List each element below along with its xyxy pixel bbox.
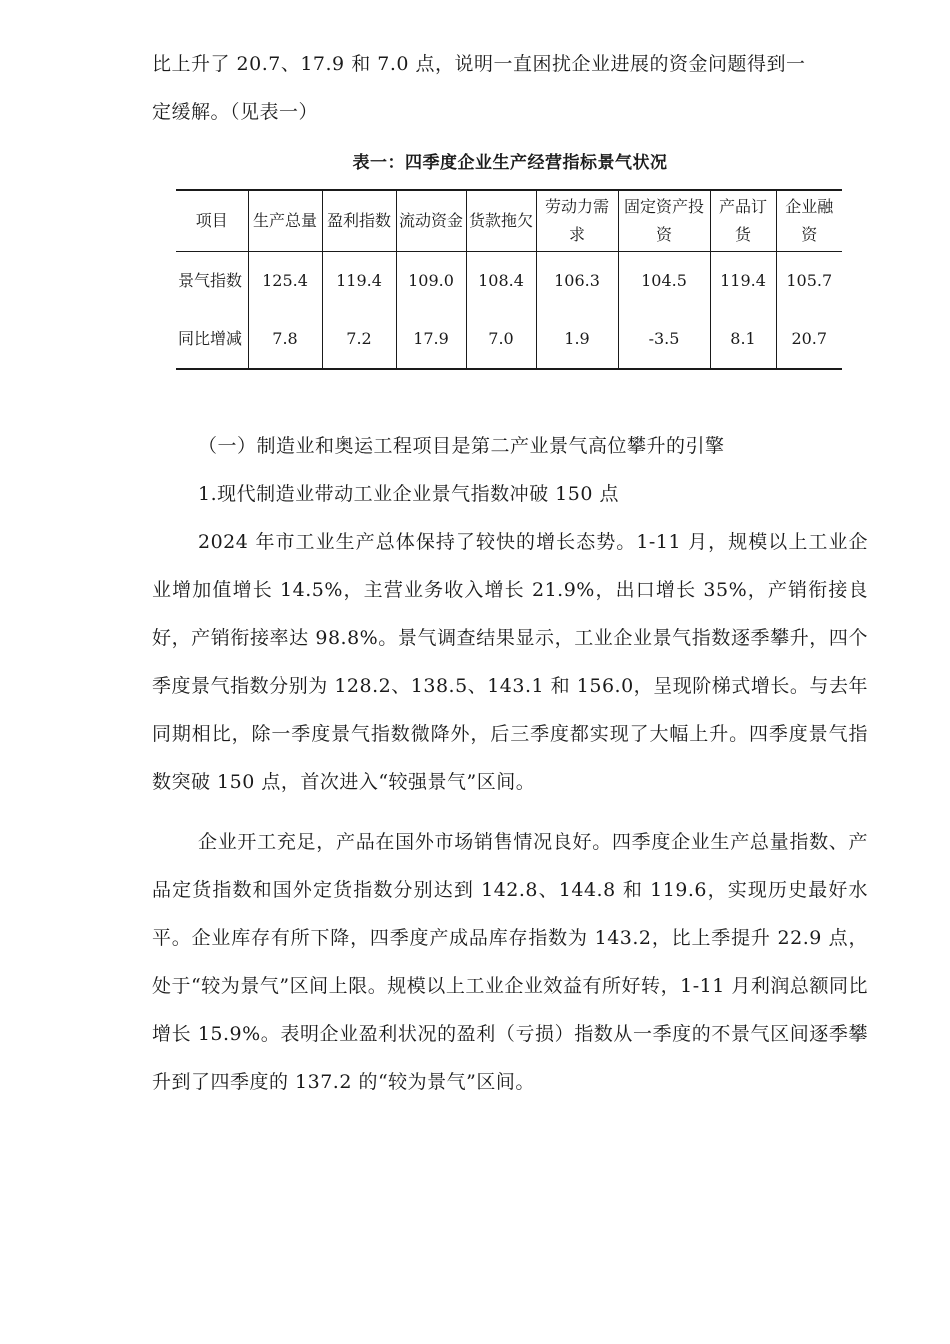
body-paragraph-2: 企业开工充足，产品在国外市场销售情况良好。四季度企业生产总量指数、产品定货指数和国外定货指数分别达到 142.8、144.8 和 119.6，实现历史最好水平。企业库存有所下降，四季度产成品库存指数为 143.2，比上季提升 22.9 点，处于“较为景气”区间上限。规模以上工业企业效益有所好转，1-11 月利润总额同比增长 15.9%。表明企业盈利状况的盈利（亏损）指数从一季度的不景气区间逐季攀升到了四季度的 137.2 的“较为景气”区间。 bbox=[152, 831, 868, 1093]
table-cell: 119.4 bbox=[322, 252, 396, 311]
paragraph-gap bbox=[152, 806, 868, 818]
spacer bbox=[152, 370, 868, 422]
column-header: 生产总量 bbox=[248, 190, 322, 252]
body-paragraph-1: 2024 年市工业生产总体保持了较快的增长态势。1-11 月，规模以上工业企业增加值增长 14.5%，主营业务收入增长 21.9%，出口增长 35%，产销衔接良好，产销衔接率达 98.8%。景气调查结果显示，工业企业景气指数逐季攀升，四个季度景气指数分别为 128.2、138.5、143.1 和 156.0，呈现阶梯式增长。与去年同期相比，除一季度景气指数微降外，后三季度都实现了大幅上升。四季度景气指数突破 150 点，首次进入“较强景气”区间。 bbox=[152, 531, 868, 793]
table-cell: 109.0 bbox=[396, 252, 466, 311]
column-header: 货款拖欠 bbox=[466, 190, 536, 252]
intro-line-1: 比上升了 20.7、17.9 和 7.0 点，说明一直困扰企业进展的资金问题得到一 bbox=[152, 53, 806, 75]
table-cell: -3.5 bbox=[618, 310, 710, 369]
table-cell: 104.5 bbox=[618, 252, 710, 311]
table-cell: 125.4 bbox=[248, 252, 322, 311]
document-page bbox=[152, 40, 868, 1106]
table-cell: 20.7 bbox=[791, 329, 828, 348]
table-header-row bbox=[176, 190, 842, 252]
table-header-label: 项目 bbox=[176, 190, 248, 252]
column-header: 固定资产投资 bbox=[618, 190, 710, 252]
column-header: 流动资金 bbox=[396, 190, 466, 252]
table-cell: 7.0 bbox=[466, 310, 536, 369]
row-label: 景气指数 bbox=[176, 252, 248, 311]
intro-paragraph bbox=[152, 40, 868, 136]
table-cell: 8.1 bbox=[710, 310, 776, 369]
table-cell: 17.9 bbox=[396, 310, 466, 369]
column-header: 盈利指数 bbox=[322, 190, 396, 252]
column-header: 企业融资 bbox=[776, 190, 842, 252]
indicator-table bbox=[176, 189, 842, 370]
table-row bbox=[176, 252, 842, 311]
table-cell: 106.3 bbox=[536, 252, 618, 311]
table-cell: 7.2 bbox=[322, 310, 396, 369]
table-cell: 7.8 bbox=[248, 310, 322, 369]
section-heading: （一）制造业和奥运工程项目是第二产业景气高位攀升的引擎 bbox=[198, 435, 725, 457]
intro-line-2: 定缓解。（见表一） bbox=[152, 101, 319, 123]
table-cell: 1.9 bbox=[536, 310, 618, 369]
table-cell: 108.4 bbox=[466, 252, 536, 311]
table-title: 表一：四季度企业生产经营指标景气状况 bbox=[352, 153, 668, 173]
table-row bbox=[176, 310, 842, 369]
column-header: 产品订货 bbox=[710, 190, 776, 252]
table-cell: 119.4 bbox=[710, 252, 776, 311]
subheading: 1.现代制造业带动工业企业景气指数冲破 150 点 bbox=[198, 483, 619, 505]
table-cell: 105.7 bbox=[786, 271, 833, 290]
column-header: 劳动力需求 bbox=[536, 190, 618, 252]
row-label: 同比增减 bbox=[176, 310, 248, 369]
